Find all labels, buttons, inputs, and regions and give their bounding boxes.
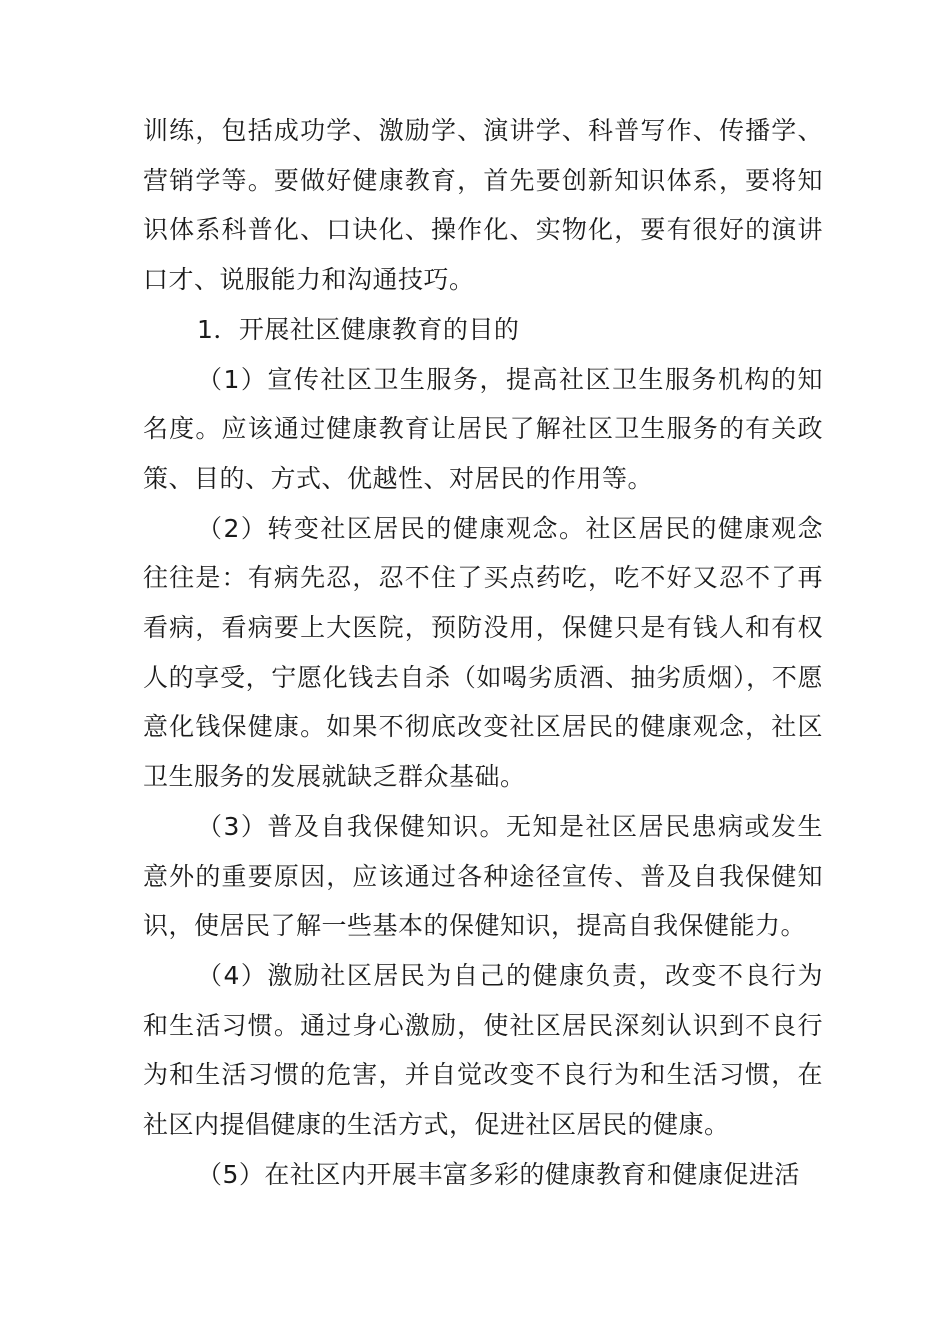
paragraph-item-2: （2）转变社区居民的健康观念。社区居民的健康观念往往是：有病先忍，忍不住了买点药吃，吃不好又忍不了再看病，看病要上大医院，预防没用，保健只是有钱人和有权人的享受，宁愿化钱去自杀（如喝劣质酒、抽劣质烟），不愿意化钱保健康。如果不彻底改变社区居民的健康观念，社区卫生服务的发展就缺乏群众基础。 [143, 513, 823, 792]
section-heading: 1．开展社区健康教育的目的 [197, 314, 520, 344]
paragraph-item-3: （3）普及自我保健知识。无知是社区居民患病或发生意外的重要原因，应该通过各种途径宣传、普及自我保健知识，使居民了解一些基本的保健知识，提高自我保健能力。 [143, 811, 823, 941]
body-text [143, 106, 823, 1199]
paragraph-item-5: （5）在社区内开展丰富多彩的健康教育和健康促进活 [197, 1159, 800, 1189]
paragraph-continuation: 训练，包括成功学、激励学、演讲学、科普写作、传播学、营销学等。要做好健康教育，首先要创新知识体系，要将知识体系科普化、口诀化、操作化、实物化，要有很好的演讲口才、说服能力和沟通技巧。 [143, 116, 823, 295]
paragraph-item-4: （4）激励社区居民为自己的健康负责，改变不良行为和生活习惯。通过身心激励，使社区居民深刻认识到不良行为和生活习惯的危害，并自觉改变不良行为和生活习惯，在社区内提倡健康的生活方式，促进社区居民的健康。 [143, 960, 823, 1140]
paragraph-item-1: （1）宣传社区卫生服务，提高社区卫生服务机构的知名度。应该通过健康教育让居民了解社区卫生服务的有关政策、目的、方式、优越性、对居民的作用等。 [143, 364, 823, 493]
